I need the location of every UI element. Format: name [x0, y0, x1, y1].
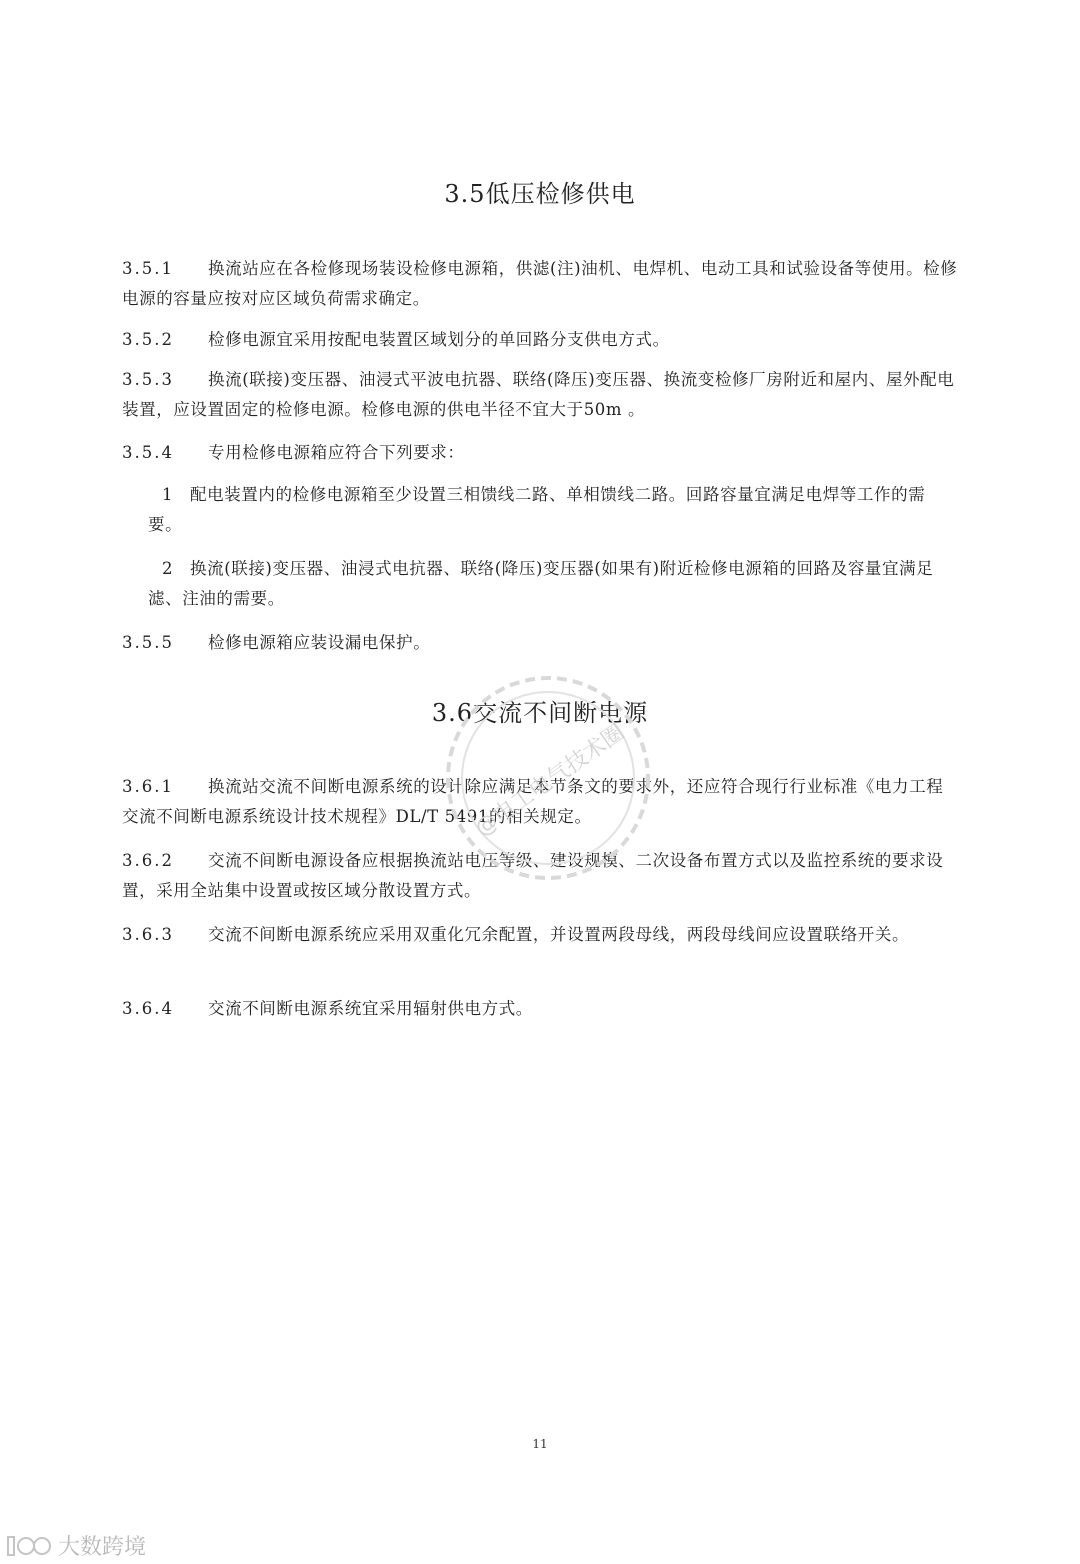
clause-3-5-4 [122, 438, 958, 468]
clause-3-5-2 [122, 325, 958, 355]
clause-text: 换流(联接)变压器、油浸式平波电抗器、联络(降压)变压器、换流变检修厂房附近和屋内、屋外配电装置，应设置固定的检修电源。检修电源的供电半径不宜大于50m 。 [122, 370, 955, 419]
page-number: 11 [532, 1437, 548, 1451]
clause-number: 3.5.1 [122, 259, 174, 278]
item-number: 2 [162, 559, 174, 578]
clause-text: 专用检修电源箱应符合下列要求： [208, 443, 465, 462]
clause-text: 换流站交流不间断电源系统的设计除应满足本节条文的要求外，还应符合现行行业标准《电力工程交流不间断电源系统设计技术规程》DL/T 5491的相关规定。 [122, 777, 944, 826]
clause-3-5-3 [122, 365, 958, 425]
clause-3-6-3 [122, 920, 958, 950]
item-text: 配电装置内的检修电源箱至少设置三相馈线二路、单相馈线二路。回路容量宜满足电焊等工作的需要。 [148, 485, 926, 534]
clause-3-6-1 [122, 772, 958, 832]
clause-number: 3.5.4 [122, 443, 174, 462]
clause-number: 3.5.5 [122, 633, 174, 652]
watermark-text: @电工电气技术圈 [470, 720, 630, 842]
clause-number: 3.6.4 [122, 999, 174, 1018]
clause-text: 交流不间断电源设备应根据换流站电压等级、建设规模、二次设备布置方式以及监控系统的要求设置，采用全站集中设置或按区域分散设置方式。 [122, 851, 944, 900]
list-item-3-5-4-1 [148, 480, 958, 540]
clause-number: 3.5.2 [122, 330, 174, 349]
section-title-3-5: 3.5低压检修供电 [444, 180, 636, 208]
item-text: 换流(联接)变压器、油浸式电抗器、联络(降压)变压器(如果有)附近检修电源箱的回路及容量宜满足滤、注油的需要。 [148, 559, 934, 608]
brand-logo-icon [6, 1533, 52, 1559]
section-title-3-6: 3.6交流不间断电源 [431, 699, 649, 727]
list-item-3-5-4-2 [148, 554, 958, 614]
clause-text: 检修电源箱应装设漏电保护。 [208, 633, 431, 652]
clause-text: 换流站应在各检修现场装设检修电源箱，供滤(注)油机、电焊机、电动工具和试验设备等使用。检修电源的容量应按对应区域负荷需求确定。 [122, 259, 958, 308]
item-number: 1 [162, 485, 174, 504]
clause-number: 3.5.3 [122, 370, 174, 389]
clause-text: 交流不间断电源系统应采用双重化冗余配置，并设置两段母线，两段母线间应设置联络开关。 [208, 925, 910, 944]
clause-text: 交流不间断电源系统宜采用辐射供电方式。 [208, 999, 533, 1018]
clause-3-5-5 [122, 628, 958, 658]
clause-3-6-4 [122, 994, 958, 1024]
clause-number: 3.6.2 [122, 851, 174, 870]
brand-text: 大数跨境 [58, 1535, 147, 1560]
clause-text: 检修电源宜采用按配电装置区域划分的单回路分支供电方式。 [208, 330, 670, 349]
brand-watermark [6, 1530, 146, 1561]
clause-number: 3.6.3 [122, 925, 174, 944]
clause-3-6-2 [122, 846, 958, 906]
clause-3-5-1 [122, 254, 958, 314]
clause-number: 3.6.1 [122, 777, 174, 796]
